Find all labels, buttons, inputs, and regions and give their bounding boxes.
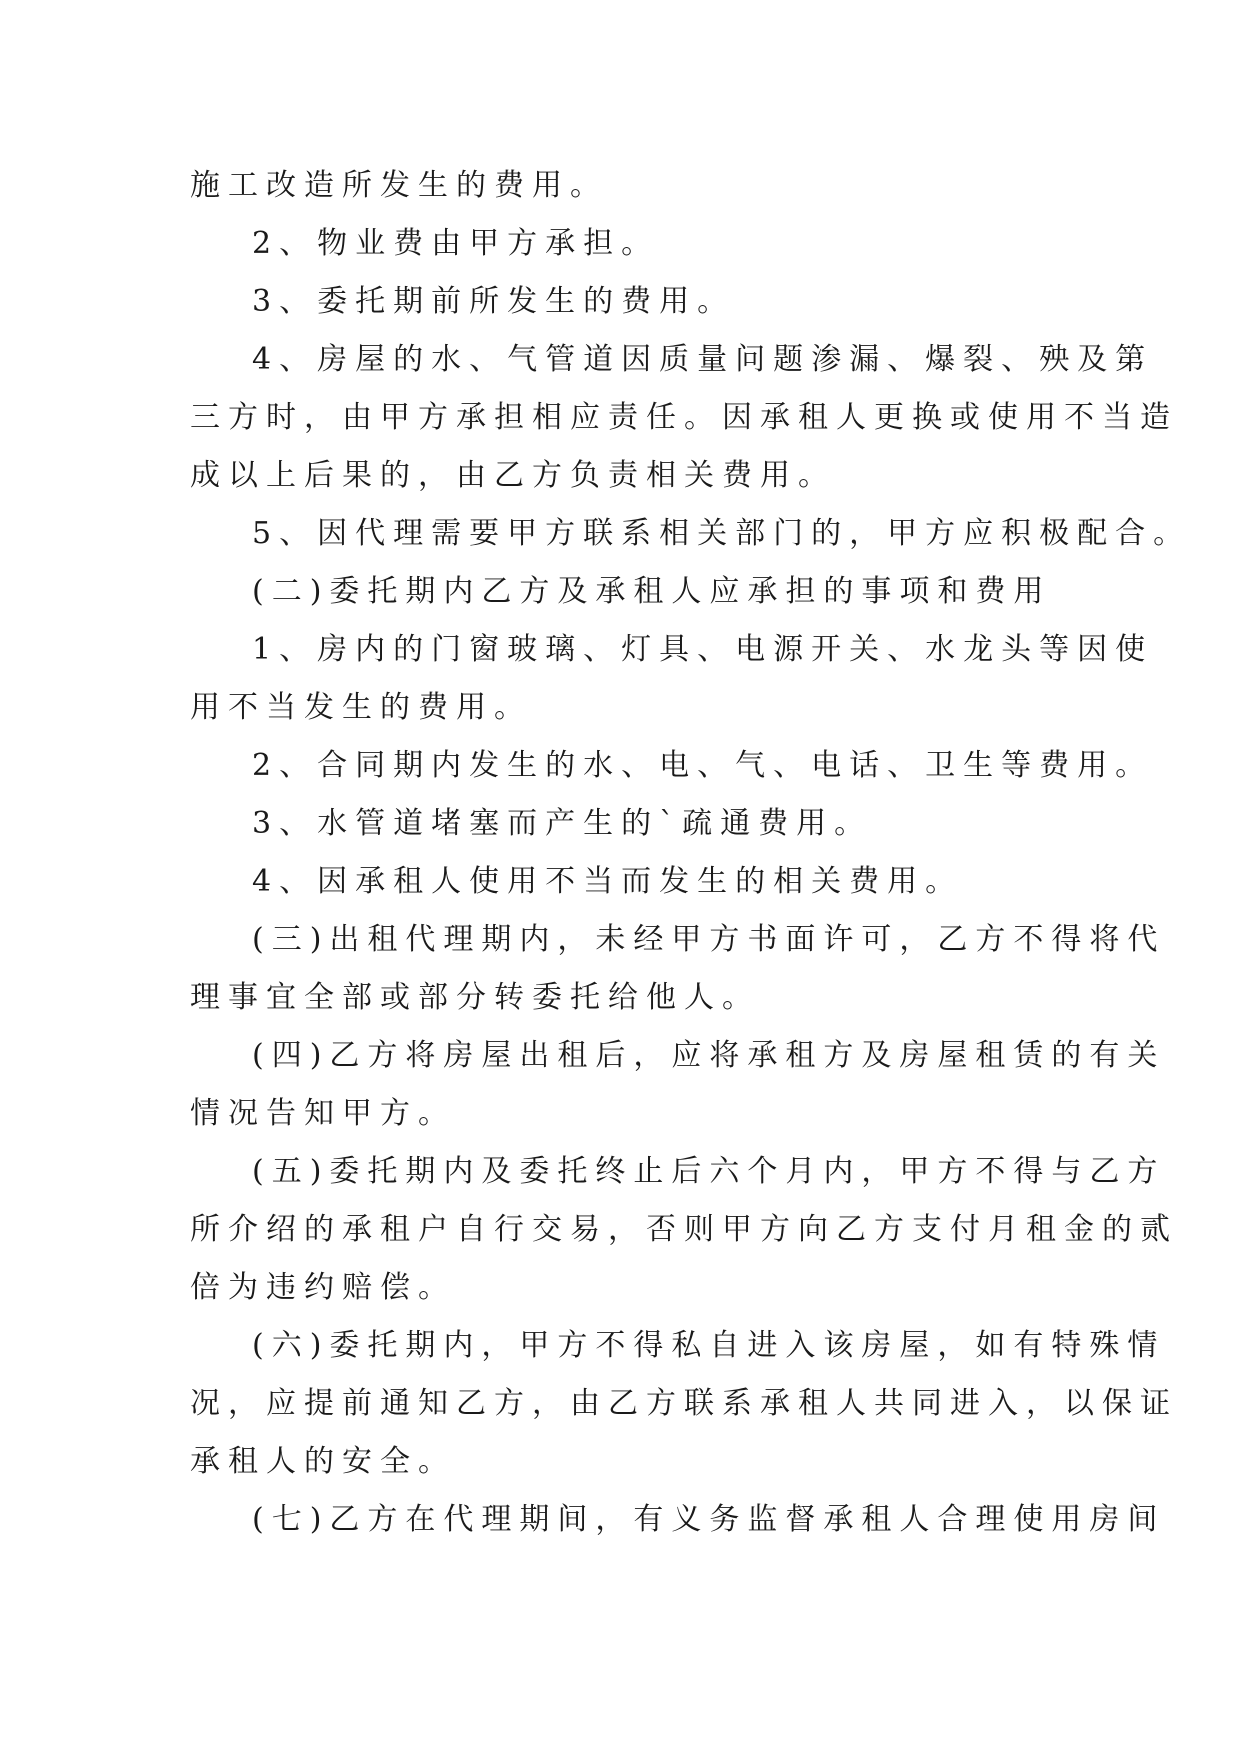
text-line: 2、物业费由甲方承担。	[252, 226, 660, 261]
text-line: 2、合同期内发生的水、电、气、电话、卫生等费用。	[252, 748, 1154, 783]
text-line: 理事宜全部或部分转委托给他人。	[190, 980, 760, 1015]
text-line: 三方时，由甲方承担相应责任。因承租人更换或使用不当造	[190, 400, 1178, 435]
text-line: 情况告知甲方。	[190, 1096, 456, 1131]
text-line: 况，应提前通知乙方，由乙方联系承租人共同进入，以保证	[190, 1386, 1178, 1421]
text-line: (二)委托期内乙方及承租人应承担的事项和费用	[252, 574, 1052, 609]
text-line: 3、水管道堵塞而产生的`疏通费用。	[252, 806, 873, 841]
text-line: 用不当发生的费用。	[190, 690, 532, 725]
text-line: 所介绍的承租户自行交易，否则甲方向乙方支付月租金的贰	[190, 1212, 1178, 1247]
text-line: (三)出租代理期内，未经甲方书面许可，乙方不得将代	[252, 922, 1166, 957]
text-line: (五)委托期内及委托终止后六个月内，甲方不得与乙方	[252, 1154, 1166, 1189]
text-line: (六)委托期内，甲方不得私自进入该房屋，如有特殊情	[252, 1328, 1166, 1363]
text-line: 倍为违约赔偿。	[190, 1270, 456, 1305]
text-line: 4、房屋的水、气管道因质量问题渗漏、爆裂、殃及第	[252, 342, 1154, 377]
text-line: 成以上后果的，由乙方负责相关费用。	[190, 458, 836, 493]
text-line: (四)乙方将房屋出租后，应将承租方及房屋租赁的有关	[252, 1038, 1166, 1073]
text-line: 1、房内的门窗玻璃、灯具、电源开关、水龙头等因使	[252, 632, 1154, 667]
text-line: 承租人的安全。	[190, 1444, 456, 1479]
text-line: 施工改造所发生的费用。	[190, 168, 608, 203]
text-line: 3、委托期前所发生的费用。	[252, 284, 736, 319]
text-line: 5、因代理需要甲方联系相关部门的，甲方应积极配合。	[252, 516, 1192, 551]
text-line: (七)乙方在代理期间，有义务监督承租人合理使用房间	[252, 1502, 1166, 1537]
text-line: 4、因承租人使用不当而发生的相关费用。	[252, 864, 964, 899]
